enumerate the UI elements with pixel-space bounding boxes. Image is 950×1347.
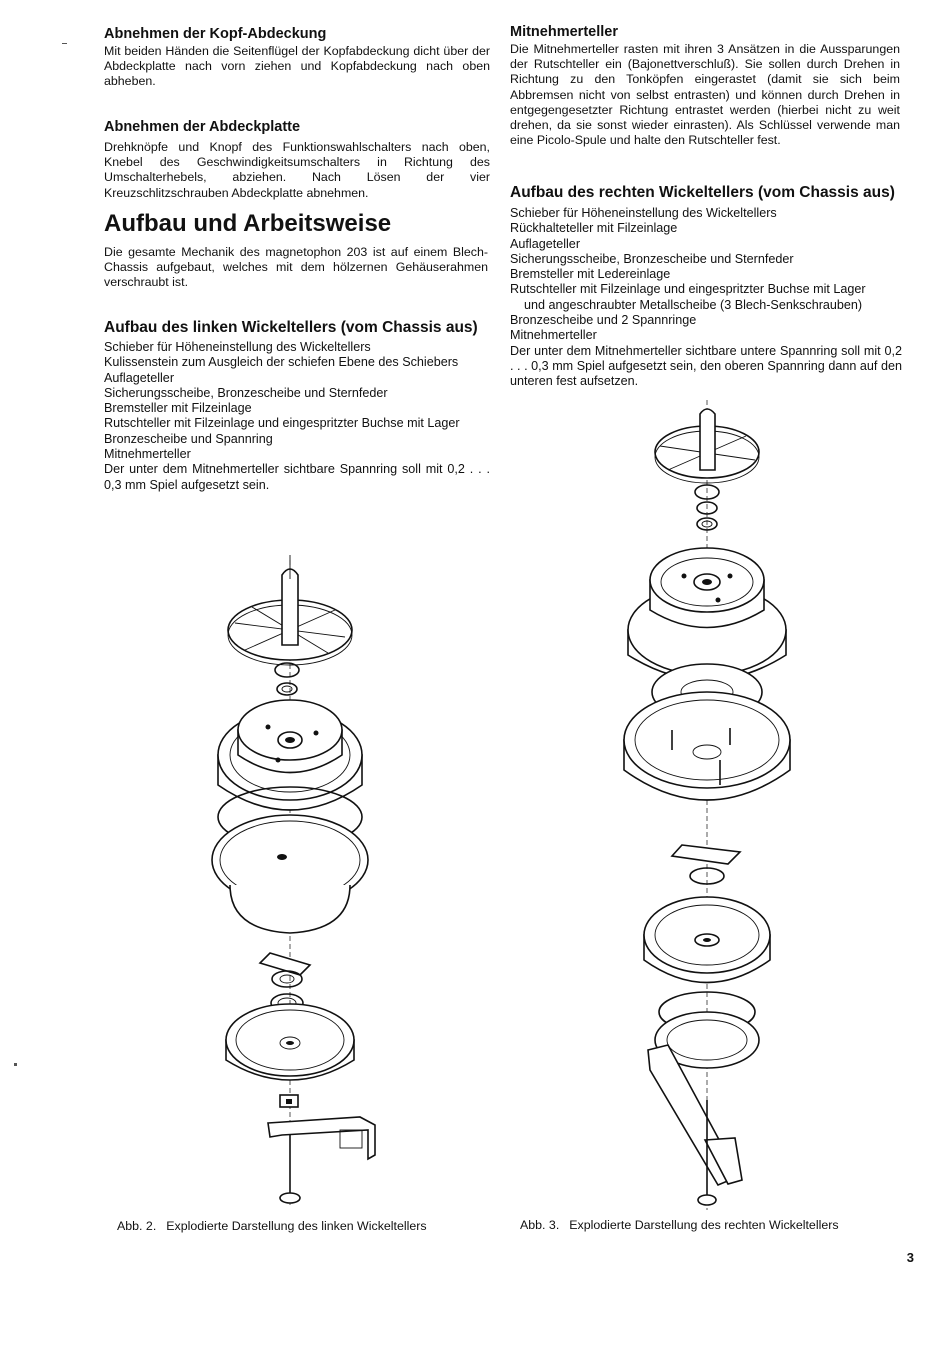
bremsteller-illustration bbox=[624, 692, 790, 800]
list-item: Bronzescheibe und 2 Spannringe bbox=[510, 313, 697, 328]
list-item: Auflageteller bbox=[510, 236, 581, 251]
schieber-illustration bbox=[268, 1117, 375, 1203]
figure-number: Abb. 2. bbox=[117, 1219, 157, 1233]
auflageteller-illustration bbox=[226, 1004, 354, 1080]
text-abdeckplatte: Drehknöpfe und Knopf des Funktionswahlschalters nach oben, Knebel des Geschwindigkeitsumschalters in Richtung des Umschalterhebels, abziehen. Nach Lösen der vier Kreuzschlitzschrauben Abdeckplatte abnehmen. bbox=[104, 140, 490, 200]
auflageteller-illustration bbox=[644, 897, 770, 983]
figure-caption-right bbox=[520, 1218, 839, 1232]
rutschteller-illustration bbox=[628, 548, 786, 680]
text-mitnehmerteller: Die Mitnehmerteller rasten mit ihren 3 Ansätzen in die Aussparungen der Rutschteller ein (Bajonettverschluß). Sie sollen durch Drehen in Richtung zu den Tonköpfen eingerastet (damit sie sich beim Abbremsen nicht von selbst entrasten) und können durch Drehen in entgegengesetzter Richtung entrastet werden (hierbei nicht zu weit drehen, da sie sonst wieder einrasten). Als Schlüssel verwende man eine Picolo-Spule und halte den Rutschteller fest. bbox=[510, 42, 900, 148]
figure-caption-text: Explodierte Darstellung des rechten Wickeltellers bbox=[569, 1218, 839, 1232]
list-item: Sicherungsscheibe, Bronzescheibe und Sternfeder bbox=[510, 251, 794, 266]
list-item: Rückhalteteller mit Filzeinlage bbox=[510, 221, 678, 236]
heading-linker-wickelteller: Aufbau des linken Wickeltellers (vom Chassis aus) bbox=[104, 319, 478, 336]
figure-right-reel-exploded bbox=[610, 400, 810, 1215]
list-item: Schieber für Höheneinstellung des Wickeltellers bbox=[104, 340, 371, 354]
scan-mark bbox=[14, 1063, 17, 1066]
heading-mitnehmerteller: Mitnehmerteller bbox=[510, 24, 618, 40]
text-aufbau-arbeitsweise: Die gesamte Mechanik des magnetophon 203 ist auf einem Blech-Chassis aufgebaut, welches mit dem hölzernen Gehäuserahmen verschraubt ist. bbox=[104, 245, 488, 290]
rutschteller-illustration bbox=[218, 700, 362, 810]
mitnehmerteller-illustration bbox=[228, 555, 352, 665]
list-item: Sicherungsscheibe, Bronzescheibe und Sternfeder bbox=[104, 385, 388, 400]
list-linker-wickelteller bbox=[104, 340, 490, 493]
scan-mark bbox=[62, 43, 67, 44]
heading-aufbau-arbeitsweise: Aufbau und Arbeitsweise bbox=[104, 210, 392, 237]
list-item: Mitnehmerteller bbox=[510, 328, 597, 343]
list-item: und angeschraubter Metallscheibe (3 Blech-Senkschrauben) bbox=[524, 297, 863, 312]
list-item: Bremsteller mit Filzeinlage bbox=[104, 401, 252, 416]
heading-rechter-wickelteller: Aufbau des rechten Wickeltellers (vom Chassis aus) bbox=[510, 184, 895, 201]
list-item: Bremsteller mit Ledereinlage bbox=[510, 267, 671, 282]
mitnehmerteller-illustration bbox=[655, 409, 759, 483]
figure-left-reel-exploded bbox=[190, 555, 390, 1210]
heading-abdeckplatte: Abnehmen der Abdeckplatte bbox=[104, 119, 301, 135]
list-rechter-wickelteller bbox=[510, 206, 902, 390]
figure-caption-text: Explodierte Darstellung des linken Wickeltellers bbox=[166, 1219, 427, 1233]
list-item: Rutschteller mit Filzeinlage und eingespritzter Buchse mit Lager bbox=[104, 416, 460, 431]
list-item: Rutschteller mit Filzeinlage und eingespritzter Buchse mit Lager bbox=[510, 282, 866, 297]
figure-caption-left bbox=[117, 1219, 427, 1233]
list-item: Der unter dem Mitnehmerteller sichtbare untere Spannring soll mit 0,2 . . . 0,3 mm Spiel aufgesetzt sein, den oberen Spannring dann auf den unteren fest aufsetzen. bbox=[510, 343, 902, 389]
list-item: Bronzescheibe und Spannring bbox=[104, 431, 273, 446]
list-item: Mitnehmerteller bbox=[104, 447, 191, 462]
schieber-illustration bbox=[648, 1045, 742, 1205]
heading-kopf-abdeckung: Abnehmen der Kopf-Abdeckung bbox=[104, 26, 327, 42]
bremsteller-illustration bbox=[212, 815, 368, 933]
figure-number: Abb. 3. bbox=[520, 1218, 560, 1232]
page-number: 3 bbox=[906, 1250, 914, 1265]
list-item: Kulissenstein zum Ausgleich der schiefen Ebene des Schiebers bbox=[104, 355, 459, 370]
text-kopf-abdeckung: Mit beiden Händen die Seitenflügel der Kopfabdeckung dicht über der Abdeckplatte nach vorn ziehen und Kopfabdeckung nach oben abheben. bbox=[104, 44, 490, 89]
list-item: Auflageteller bbox=[104, 370, 175, 385]
list-item: Der unter dem Mitnehmerteller sichtbare Spannring soll mit 0,2 . . . 0,3 mm Spiel aufgesetzt sein. bbox=[104, 462, 490, 492]
list-item: Schieber für Höheneinstellung des Wickeltellers bbox=[510, 206, 777, 220]
